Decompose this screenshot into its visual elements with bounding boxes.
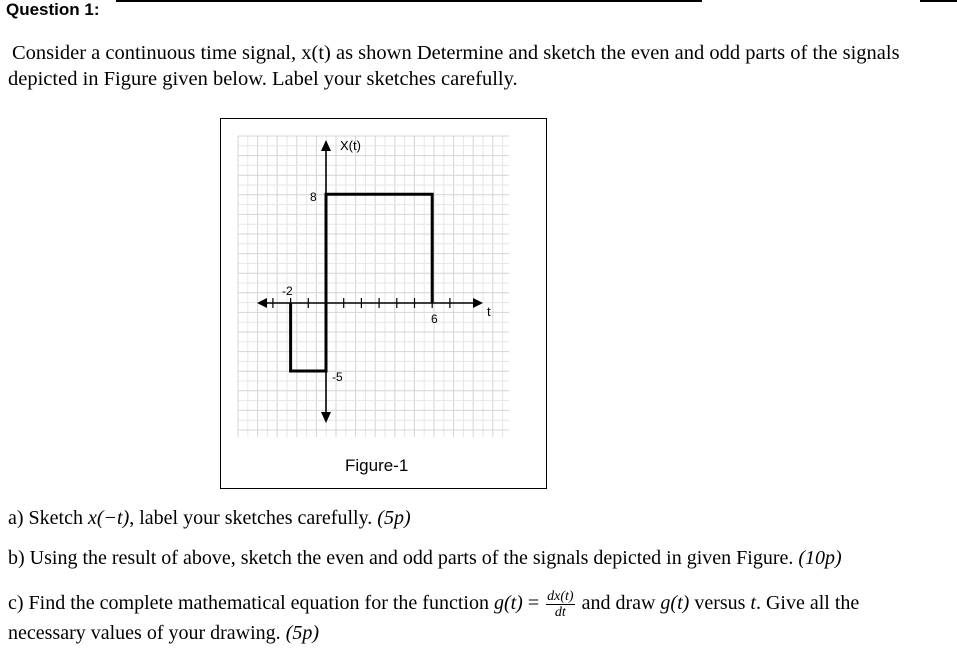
part-c-g: g(t) <box>493 592 523 615</box>
part-c-t: t <box>750 592 756 615</box>
part-a-points: (5p) <box>377 507 411 529</box>
figure-caption: Figure-1 <box>345 456 409 475</box>
part-b <box>8 547 842 570</box>
part-c-g2: g(t) <box>660 592 690 615</box>
tick-label-pos-amp: 8 <box>310 190 317 204</box>
signal-plot <box>221 119 546 488</box>
time-axis-arrow-left <box>257 298 267 308</box>
part-c-end: . Give all the <box>755 592 860 615</box>
part-a-text: , label your sketches carefully. <box>129 507 378 529</box>
part-c-equals: = <box>522 592 545 615</box>
part-c-line2-text: necessary values of your drawing. <box>8 622 286 644</box>
intro-line-2: depicted in Figure given below. Label your sketches carefully. <box>8 68 518 90</box>
tick-label-pos-time: 6 <box>431 312 438 326</box>
fraction-denominator: dt <box>554 605 566 620</box>
heading-rule-right <box>920 0 957 2</box>
tick-label-neg-time: -2 <box>282 284 293 298</box>
amplitude-axis-arrow-down <box>321 412 331 423</box>
question-intro <box>8 40 953 92</box>
intro-line-1: Consider a continuous time signal, x(t) as shown Determine and sketch the even and odd parts of the signals <box>12 42 900 64</box>
part-c <box>8 589 859 620</box>
fraction-numerator: dx(t) <box>547 589 574 604</box>
part-a <box>8 507 411 530</box>
part-c-line-2 <box>8 622 319 645</box>
part-a-prefix: a) Sketch <box>8 507 88 529</box>
derivative-fraction <box>546 589 574 620</box>
heading-rule-left <box>116 0 702 2</box>
part-b-text: b) Using the result of above, sketch the even and odd parts of the signals depicted in given Figure. <box>8 547 799 569</box>
figure-1-frame <box>220 118 547 489</box>
part-c-prefix: c) Find the complete mathematical equation for the function <box>8 592 494 615</box>
part-b-points: (10p) <box>798 547 842 569</box>
part-c-points: (5p) <box>285 622 320 644</box>
x-axis-label: t <box>487 304 491 319</box>
part-c-mid2: versus <box>689 592 751 615</box>
question-heading: Question 1: <box>6 0 100 19</box>
y-axis-label: X(t) <box>340 138 361 153</box>
tick-label-neg-amp: -5 <box>332 370 343 384</box>
plot-grid <box>238 136 509 437</box>
part-a-math: x(−t) <box>87 507 130 529</box>
part-c-mid: and draw <box>576 592 661 615</box>
time-axis-arrow-right <box>473 298 483 308</box>
